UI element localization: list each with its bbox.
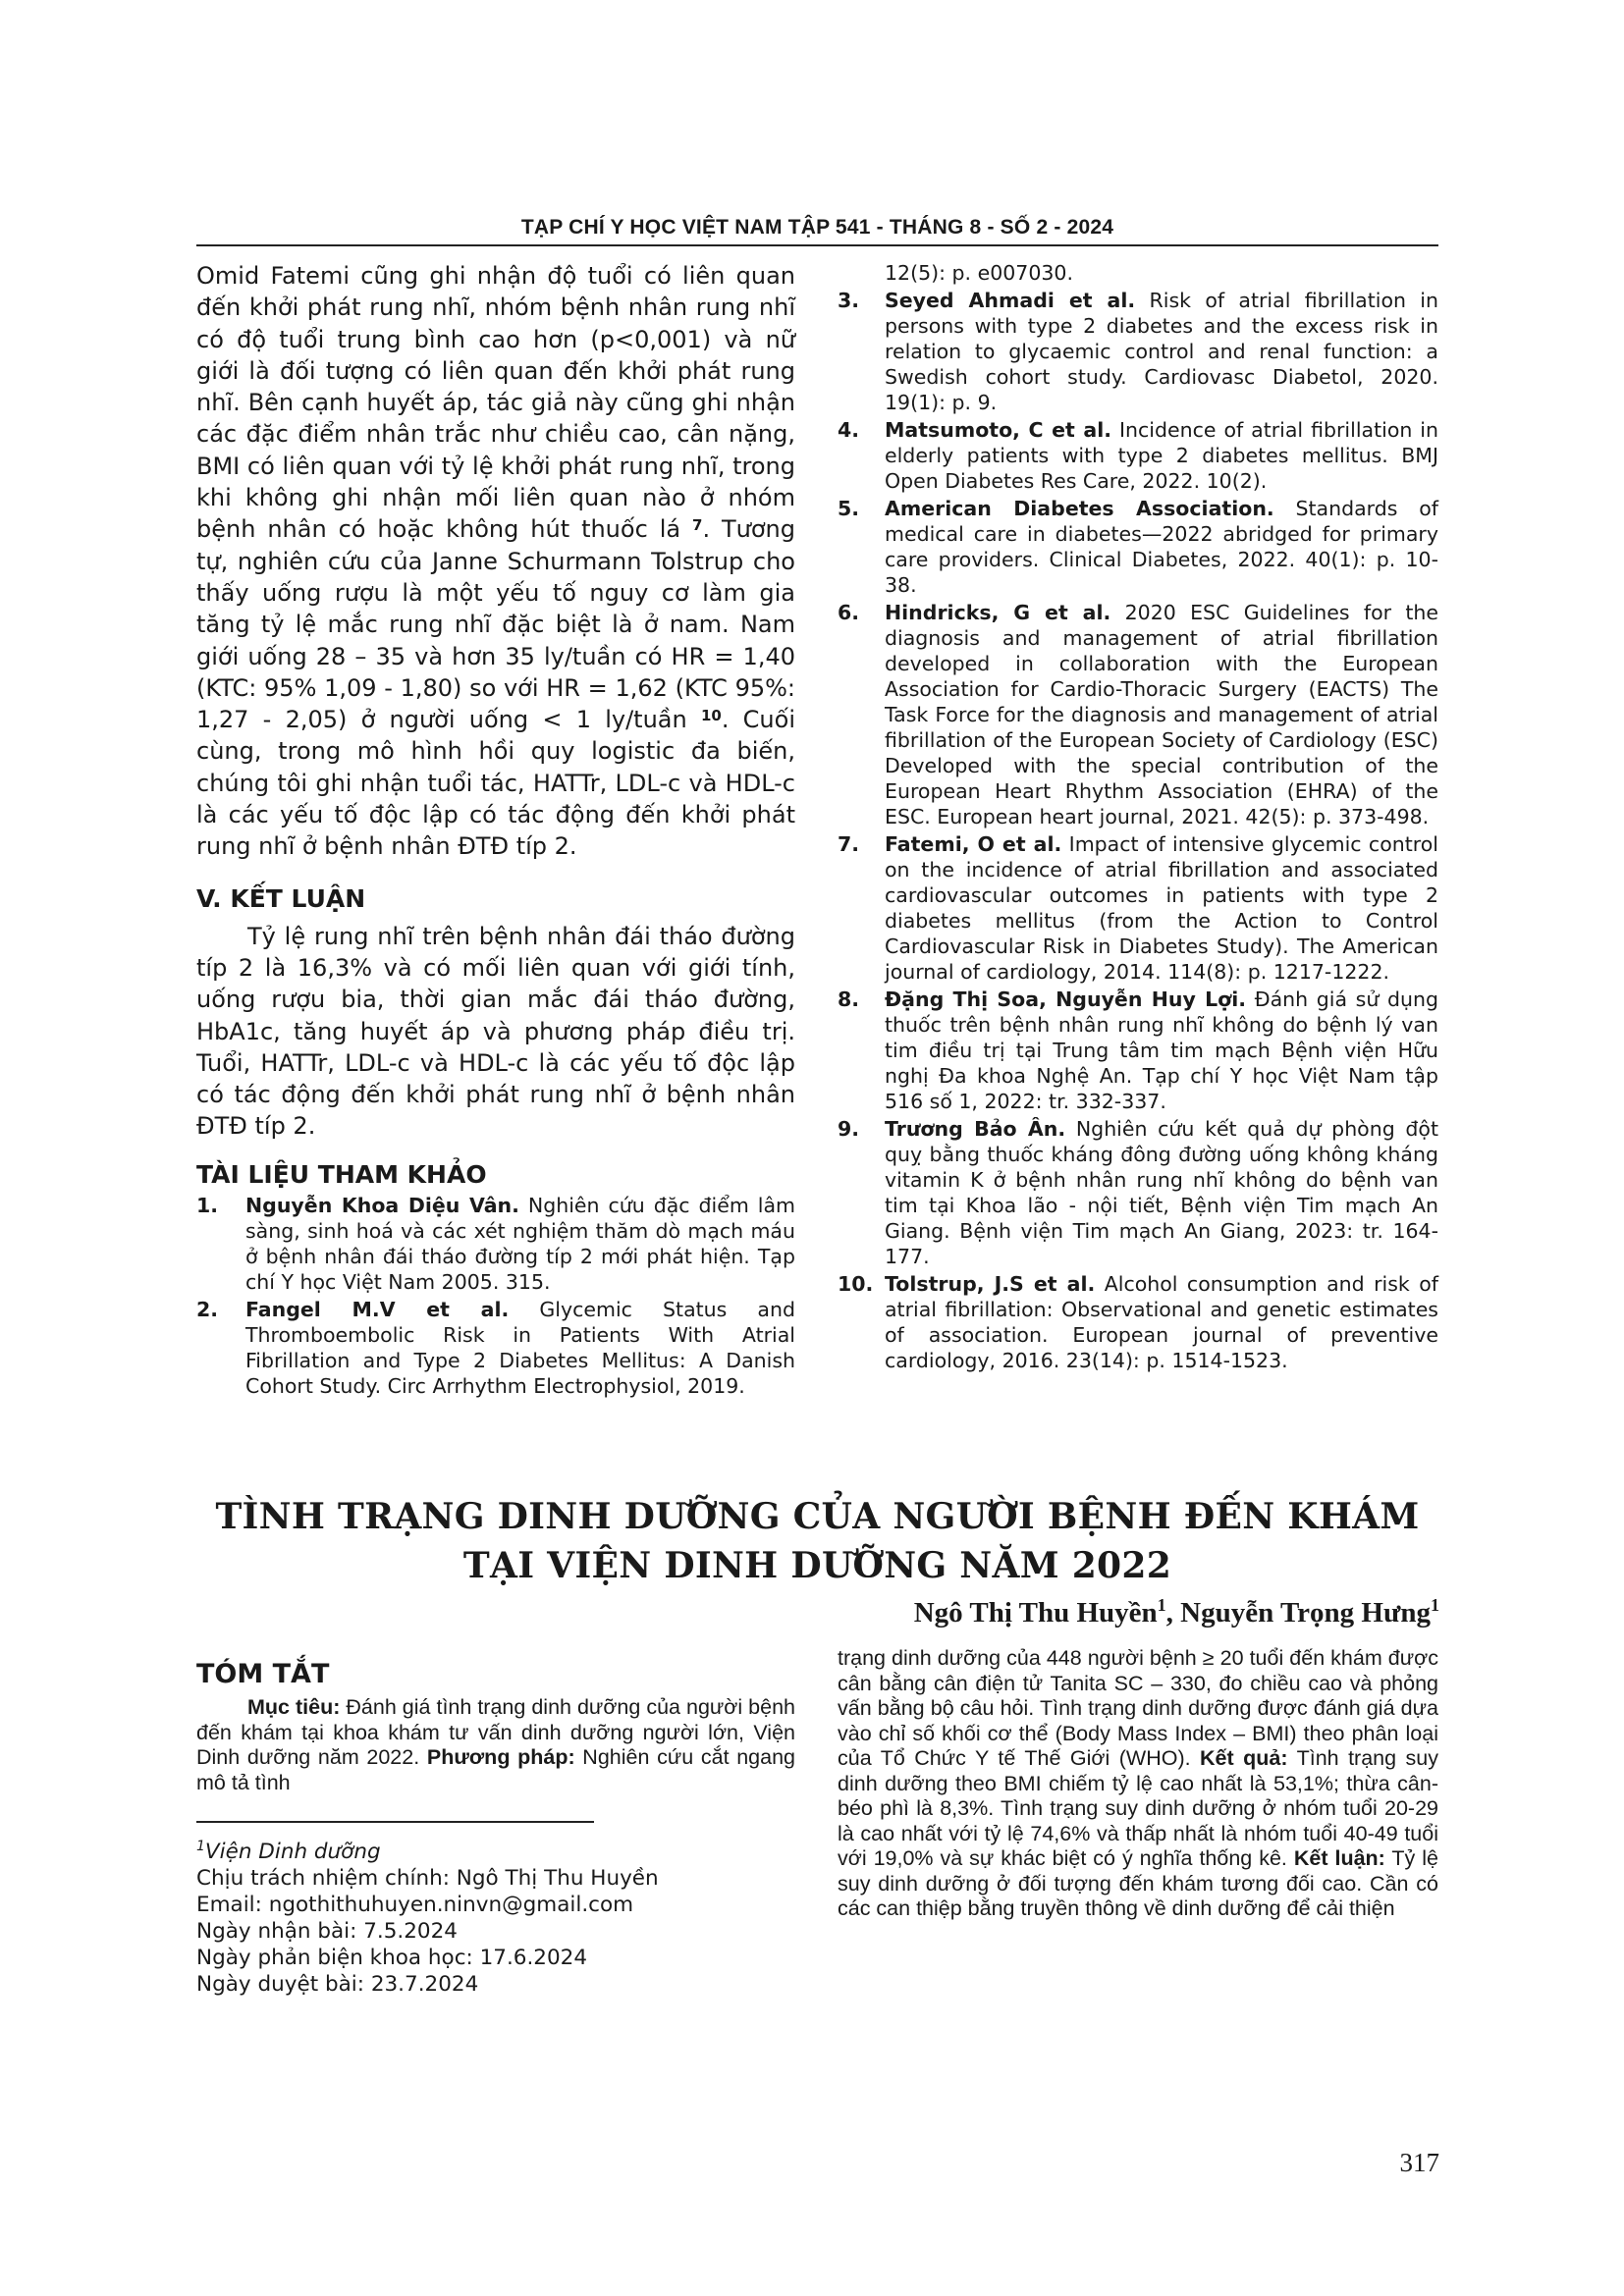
reference-text: 12(5): p. e007030. <box>885 261 1073 285</box>
conclusion-paragraph: Tỷ lệ rung nhĩ trên bệnh nhân đái tháo đường típ 2 là 16,3% và có mối liên quan với giới tính, uống rượu bia, thời gian mắc đái tháo đường, HbA1c, tăng huyết áp và phương pháp điều trị. Tuổi, HATTr, LDL-c và HDL-c là các yếu tố độc lập có tác động đến khởi phát rung nhĩ ở bệnh nhân ĐTĐ típ 2. <box>196 922 795 1141</box>
reference-author: Trương Bảo Ân. <box>885 1117 1066 1141</box>
reference-item <box>838 1116 1438 1269</box>
article-title-line-1: TÌNH TRẠNG DINH DƯỠNG CỦA NGƯỜI BỆNH ĐẾN KHÁM <box>215 1496 1420 1537</box>
abstract-paragraph-continued <box>838 1646 1438 1922</box>
journal-header: TẠP CHÍ Y HỌC VIỆT NAM TẬP 541 - THÁNG 8 - SỐ 2 - 2024 <box>520 216 1114 239</box>
reference-item <box>196 1297 795 1399</box>
footnote-email: Email: ngothithuhuyen.ninvn@gmail.com <box>196 1893 634 1918</box>
reference-item <box>838 1271 1438 1373</box>
abstract-results-text: Tình trạng suy dinh dưỡng theo BMI chiếm tỷ lệ cao nhất là 53,1%; thừa cân-béo phì là 8,3%. Tình trạng suy dinh dưỡng ở nhóm tuổi 20-29 là cao nhất với tỷ lệ 74,6% và thấp nhất là nhóm tuổi 40-49 tuổi với 19,0% và sự khác biệt có ý nghĩa thống kê. <box>838 1746 1439 1870</box>
section-heading-conclusion: V. KẾT LUẬN <box>196 883 366 913</box>
reference-text: 2020 ESC Guidelines for the diagnosis and management of atrial fibrillation developed in collaboration with the European Association for Cardio-Thoracic Surgery (EACTS) The Task Force for the diagnosis and management of atrial fibrillation of the European Society of Cardiology (ESC) Developed with the special contribution of the European Heart Rhythm Association (EHRA) of the ESC. European heart journal, 2021. 42(5): p. 373-498. <box>885 601 1439 828</box>
right-column <box>838 260 1438 1375</box>
reference-text: Nghiên cứu đặc điểm lâm sàng, sinh hoá và các xét nghiệm thăm dò mạch máu ở bệnh nhân đái tháo đường típ 2 mới phát hiện. Tạp chí Y học Việt Nam 2005. 315. <box>245 1193 795 1294</box>
abstract-method-text: Nghiên cứu cắt ngang mô tả tình <box>196 1745 795 1794</box>
reference-item <box>838 496 1438 598</box>
discussion-text-1: Omid Fatemi cũng ghi nhận độ tuổi có liên quan đến khởi phát rung nhĩ, nhóm bệnh nhân rung nhĩ có độ tuổi trung bình cao hơn (p<0,001) và nữ giới là đối tượng có liên quan đến khởi phát rung nhĩ. Bên cạnh huyết áp, tác giả này cũng ghi nhận các đặc điểm nhân trắc như chiều cao, cân nặng, BMI có liên quan với tỷ lệ khởi phát rung nhĩ, trong khi không ghi nhận mối liên quan nào ở nhóm bệnh nhân có hoặc không hút thuốc lá <box>196 262 795 544</box>
reference-number: 9. <box>838 1117 860 1141</box>
reference-author: Seyed Ahmadi et al. <box>885 289 1136 312</box>
reference-number: 2. <box>196 1297 219 1321</box>
affiliation-name: Viện Dinh dưỡng <box>204 1840 381 1865</box>
reference-number: 8. <box>838 988 860 1011</box>
reference-text: Impact of intensive glycemic control on the incidence of atrial fibrillation and associated cardiovascular outcomes in patients with type 2 diabetes mellitus (from the Action to Control Cardiovascular Risk in Diabetes Study). The American journal of cardiology, 2014. 114(8): p. 1217-1222. <box>885 832 1438 984</box>
discussion-paragraph <box>196 260 795 863</box>
reference-author: Đặng Thị Soa, Nguyễn Huy Lợi. <box>885 988 1247 1011</box>
footnote-review-date: Ngày phản biện khoa học: 17.6.2024 <box>196 1946 588 1971</box>
footnote-rule <box>196 1821 594 1823</box>
abstract-left <box>196 1659 795 1795</box>
reference-number: 6. <box>838 601 860 624</box>
article-title-line-2: TẠI VIỆN DINH DƯỠNG NĂM 2022 <box>462 1545 1172 1586</box>
reference-author: Tolstrup, J.S et al. <box>885 1272 1096 1296</box>
abstract-paragraph <box>196 1695 795 1795</box>
reference-item <box>838 600 1438 829</box>
citation-superscript: 10 <box>700 707 722 725</box>
reference-item <box>838 417 1438 494</box>
affiliation-mark: 1 <box>196 1839 205 1854</box>
abstract-conclusion-text: Tỷ lệ suy dinh dưỡng ở đối tượng đến khám tương đối cao. Cần có các can thiệp bằng truyền thông về dinh dưỡng để cải thiện <box>838 1846 1438 1920</box>
reference-author: Fatemi, O et al. <box>885 832 1062 856</box>
footnote-accepted-date: Ngày duyệt bài: 23.7.2024 <box>196 1972 479 1998</box>
author-name: Nguyễn Trọng Hưng <box>1180 1597 1431 1629</box>
reference-number: 5. <box>838 497 860 520</box>
reference-author: Nguyễn Khoa Diệu Vân. <box>245 1193 519 1217</box>
footnote-received-date: Ngày nhận bài: 7.5.2024 <box>196 1919 458 1945</box>
abstract-heading: TÓM TẮT <box>196 1659 330 1689</box>
reference-number: 3. <box>838 289 860 312</box>
page-number: 317 <box>1399 2148 1439 2177</box>
abstract-results-label: Kết quả: <box>1200 1746 1288 1770</box>
author-affiliation-mark: 1 <box>1431 1595 1439 1615</box>
abstract-right <box>838 1646 1438 1922</box>
reference-text: Risk of atrial fibrillation in persons with type 2 diabetes and the excess risk in relation to glycaemic control and renal function: a Swedish cohort study. Cardiovasc Diabetol, 2020. 19(1): p. 9. <box>885 289 1438 414</box>
article-authors <box>914 1597 1439 1629</box>
article-title <box>196 1492 1438 1590</box>
reference-text: Alcohol consumption and risk of atrial fibrillation: Observational and genetic estimates of association. European journal of preventive cardiology, 2016. 23(14): p. 1514-1523. <box>885 1272 1439 1372</box>
reference-number: 4. <box>838 418 860 442</box>
author-separator: , <box>1165 1597 1181 1629</box>
abstract-objective-text: Đánh giá tình trạng dinh dưỡng của người bệnh đến khám tại khoa khám tư vấn dinh dưỡng người lớn, Viện Dinh dưỡng năm 2022. <box>196 1695 796 1769</box>
reference-item <box>838 987 1438 1114</box>
reference-text: Glycemic Status and Thromboembolic Risk in Patients With Atrial Fibrillation and Type 2 Diabetes Mellitus: A Danish Cohort Study. Circ Arrhythm Electrophysiol, 2019. <box>245 1297 795 1398</box>
header-rule <box>196 244 1438 246</box>
reference-author: American Diabetes Association. <box>885 497 1274 520</box>
references-heading: TÀI LIỆU THAM KHẢO <box>196 1159 487 1189</box>
reference-text: Incidence of atrial fibrillation in elderly patients with type 2 diabetes mellitus. BMJ Open Diabetes Res Care, 2022. 10(2). <box>885 418 1438 493</box>
abstract-conclusion-label: Kết luận: <box>1293 1846 1385 1870</box>
reference-item <box>196 1193 795 1295</box>
author-name: Ngô Thị Thu Huyền <box>913 1597 1158 1629</box>
reference-continued <box>838 260 1438 286</box>
abstract-objective-label: Mục tiêu: <box>247 1695 341 1719</box>
reference-number: 1. <box>196 1193 219 1217</box>
footnote <box>196 1834 785 1998</box>
abstract-method-label: Phương pháp: <box>426 1745 575 1769</box>
footnote-responsible: Chịu trách nhiệm chính: Ngô Thị Thu Huyền <box>196 1866 659 1892</box>
abstract-method-continued: trạng dinh dưỡng của 448 người bệnh ≥ 20 tuổi đến khám được cân bằng cân điện tử Tanita SC – 330, đo chiều cao và phỏng vấn bằng bộ câu hỏi. Tình trạng dinh dưỡng được đánh giá dựa vào chỉ số khối cơ thể (Body Mass Index – BMI) theo phân loại của Tổ Chức Y tế Thế Giới (WHO). <box>838 1646 1438 1770</box>
reference-author: Matsumoto, C et al. <box>885 418 1112 442</box>
discussion-text-2: . Tương tự, nghiên cứu của Janne Schurmann Tolstrup cho thấy uống rượu là một yếu tố nguy cơ làm gia tăng tỷ lệ mắc rung nhĩ đặc biệt là ở nam. Nam giới uống 28 – 35 và hơn 35 ly/tuần có HR = 1,40 (KTC: 95% 1,09 - 1,80) so với HR = 1,62 (KTC 95%: 1,27 - 2,05) ở người uống < 1 ly/tuần <box>196 515 795 734</box>
discussion-text-3: . Cuối cùng, trong mô hình hồi quy logistic đa biến, chúng tôi ghi nhận tuổi tác, HATTr, LDL-c và HDL-c là các yếu tố độc lập có tác động đến khởi phát rung nhĩ ở bệnh nhân ĐTĐ típ 2. <box>196 706 795 861</box>
reference-author: Hindricks, G et al. <box>885 601 1111 624</box>
reference-text: Đánh giá sử dụng thuốc trên bệnh nhân rung nhĩ không do bệnh lý van tim điều trị tại Trung tâm tim mạch Bệnh viện Hữu nghị Đa khoa Nghệ An. Tạp chí Y học Việt Nam tập 516 số 1, 2022: tr. 332-337. <box>885 988 1439 1113</box>
reference-list <box>196 1193 795 1399</box>
author-affiliation-mark: 1 <box>1157 1595 1166 1615</box>
citation-superscript: 7 <box>692 516 703 535</box>
reference-list <box>838 288 1438 1373</box>
reference-text: Nghiên cứu kết quả dự phòng đột quỵ bằng thuốc kháng đông đường uống không kháng vitamin K ở bệnh nhân rung nhĩ không do bệnh van tim tại Khoa lão - nội tiết, Bệnh viện Tim mạch An Giang. Bệnh viện Tim mạch An Giang, 2023: tr. 164-177. <box>885 1117 1438 1268</box>
left-column <box>196 260 795 1401</box>
reference-text: Standards of medical care in diabetes—2022 abridged for primary care providers. Clinical Diabetes, 2022. 40(1): p. 10-38. <box>885 497 1438 597</box>
footnote-affiliation <box>196 1834 785 1865</box>
reference-item <box>838 288 1438 415</box>
reference-item <box>838 831 1438 985</box>
reference-number: 7. <box>838 832 860 856</box>
reference-author: Fangel M.V et al. <box>245 1297 510 1321</box>
reference-number: 10. <box>838 1272 874 1296</box>
